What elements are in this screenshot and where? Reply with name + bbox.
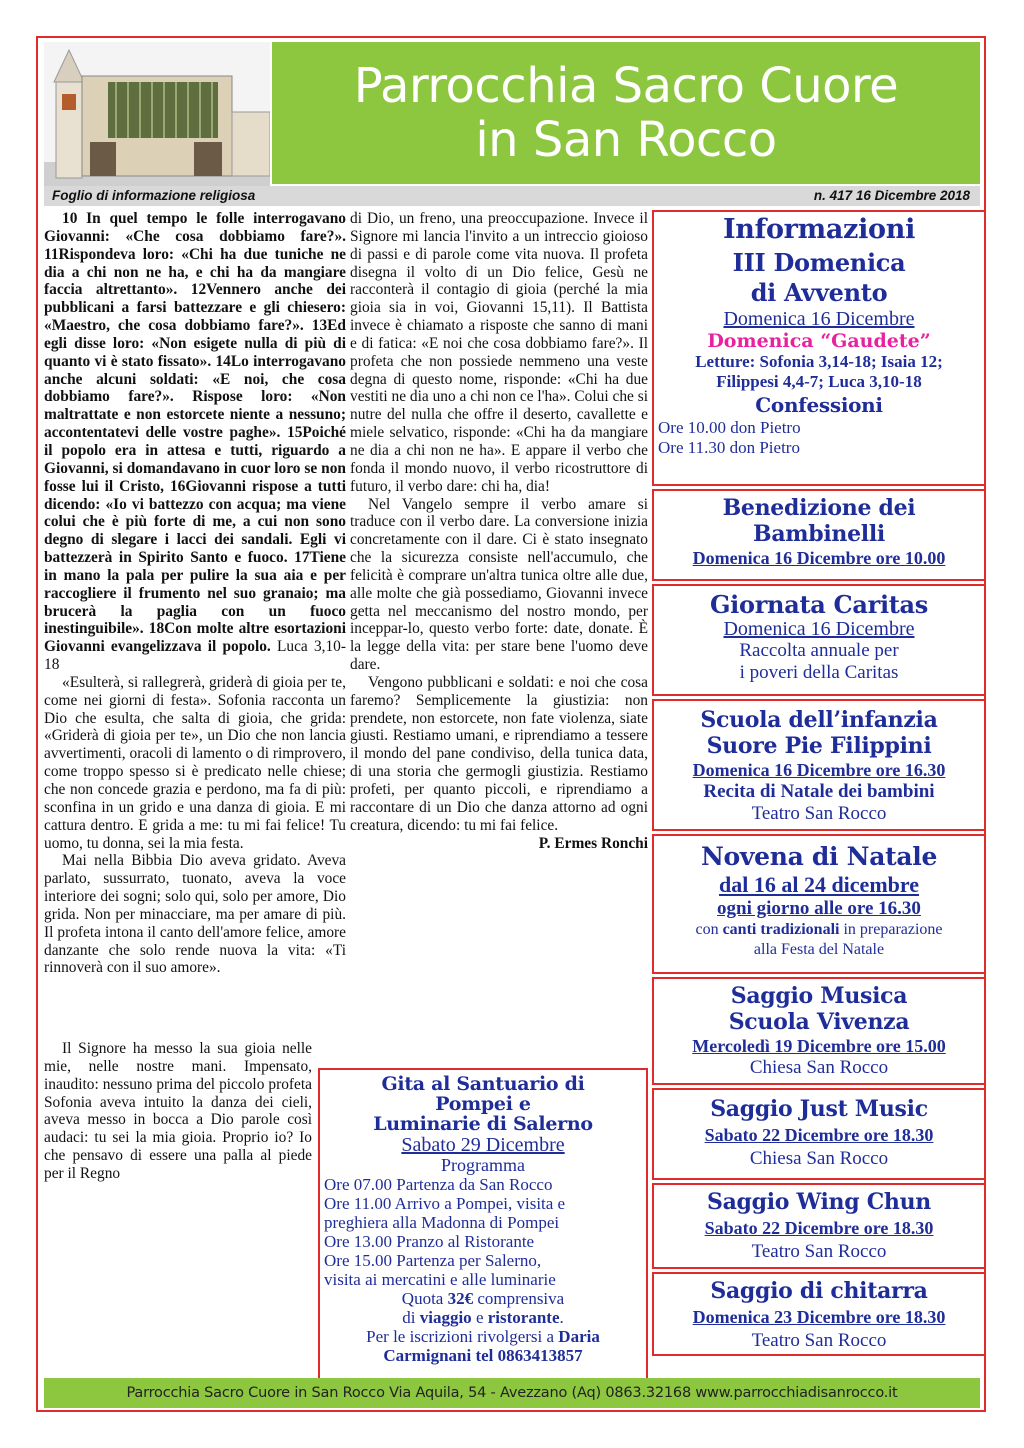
caritas-box xyxy=(652,584,986,696)
comment-paragraph-4: di Dio, un freno, una preoccupazione. Invece il Signore mi lancia l'invito a un intreccio gioioso di passi e di parole come vita nuova. Il profeta disegna il volto di un Dio felice, Gesù ne racconterà il contagio di gioia (perché la mia gioia sia in voi, Giovanni 15,11). Il Battista invece è chiamato a risposte che sanno di mani e di fatica: «E noi che cosa dobbiamo fare?». Il profeta che non possiede nemmeno una veste degna di questo nome, risponde: «Chi ha due vestiti ne dia uno a chi non ce l'ha». Colui che si nutre del nulla che offre il deserto, cavallette e miele selvatico, risponde: «Chi ha da mangiare ne dia a chi non ne ha». E appare il verbo che fonda il mondo nuovo, il verbo ricostruttore di futuro, il verbo dare: chi ha, dia! xyxy=(350,210,648,495)
justmusic-place: Chiesa San Rocco xyxy=(749,1148,889,1169)
signature: P. Ermes Ronchi xyxy=(538,834,648,852)
trip-contact-1: Per le iscrizioni rivolgersi a Daria xyxy=(366,1327,600,1346)
info-sidebar xyxy=(652,210,986,1359)
title-line-2: in San Rocco xyxy=(475,112,777,168)
wingchun-box xyxy=(652,1183,986,1269)
trip-programma: Programma xyxy=(441,1155,525,1175)
masthead-title xyxy=(272,42,980,184)
comment-paragraph-6: Vengono pubblicani e soldati: e noi che cosa faremo? Semplicemente la giustizia: non prendete, non estorcete, non fate violenza, siate giusti. Restiamo umani, e riprendiamo a tessere il mondo del pane condiviso, della tunica data, di una storia che germogli giustizia. Restiamo profeti, per quanto piccoli, e riprendiamo a raccontare di un Dio che danza attorno ad ogni creatura, dicendo: tu mi fai felice. xyxy=(350,673,648,834)
trip-title-2: Pompei e xyxy=(435,1093,531,1115)
bambinelli-box xyxy=(652,489,986,581)
gospel-column xyxy=(44,210,346,977)
guitar-box xyxy=(652,1272,986,1356)
readings-line-1: Letture: Sofonia 3,14-18; Isaia 12; xyxy=(695,352,943,371)
advent-title-1: III Domenica xyxy=(732,248,906,277)
comment-paragraph-5: Nel Vangelo sempre il verbo amare si traduce con il verbo dare. La conversione inizia concretamente con il dare. Ci è stato insegnato che la sicurezza consiste nell'accumulo, che felicità è comprare un'altra tunica oltre alle due, alle molte che già possediamo, Giovanni invece getta nel meccanismo del nostro mondo, per inceppar-lo, questo verbo forte: date, donate. È la legge della vita: per stare bene l'uomo deve dare. xyxy=(350,495,648,674)
trip-contact-2: Carmignani tel 0863413857 xyxy=(383,1346,583,1365)
guitar-date: Domenica 23 Dicembre ore 18.30 xyxy=(692,1307,946,1327)
novena-time: ogni giorno alle ore 16.30 xyxy=(717,898,921,919)
bambinelli-title-1: Benedizione dei xyxy=(722,495,916,521)
bambinelli-title-2: Bambinelli xyxy=(753,521,885,547)
music-box xyxy=(652,977,986,1085)
title-line-1: Parrocchia Sacro Cuore xyxy=(353,58,899,114)
trip-price: Quota 32€ comprensiva xyxy=(401,1289,565,1308)
guitar-place: Teatro San Rocco xyxy=(751,1330,887,1351)
trip-line-5: Ore 15.00 Partenza per Salerno, xyxy=(324,1251,542,1270)
advent-box xyxy=(652,210,986,486)
caritas-title: Giornata Caritas xyxy=(709,590,929,619)
music-place: Chiesa San Rocco xyxy=(749,1057,889,1078)
confession-2: Ore 11.30 don Pietro xyxy=(658,438,800,457)
trip-title-1: Gita al Santuario di xyxy=(381,1073,585,1095)
church-photo xyxy=(44,42,270,198)
music-title-2: Scuola Vivenza xyxy=(728,1009,910,1035)
gaudete-label: Domenica “Gaudete” xyxy=(707,330,931,352)
trip-line-6: visita ai mercatini e alle luminarie xyxy=(324,1270,556,1289)
issue-number-date: n. 417 16 Dicembre 2018 xyxy=(813,188,970,203)
justmusic-box xyxy=(652,1088,986,1180)
church-illustration xyxy=(44,42,270,198)
comment-paragraph-1: «Esulterà, si rallegrerà, griderà di gioia per te, come nei giorni di festa». Sofonia racconta un Dio che esulta, che salta di gioia, che grida: «Griderà di gioia per te», un Dio che non lancia avvertimenti, oracoli di lamento o di rimprovero, come troppo spesso si è predicato nelle chiese; che non concede grazia e perdono, ma fa di più: sconfina in un grido e una danza di gioia. E mi cattura dentro. E grida a me: tu mi fai felice! Tu uomo, tu donna, sei la mia festa. xyxy=(44,673,346,852)
school-title-1: Scuola dell’infanzia xyxy=(700,707,938,733)
school-title-2: Suore Pie Filippini xyxy=(706,733,932,759)
masthead-strip xyxy=(44,186,980,206)
trip-line-1: Ore 07.00 Partenza da San Rocco xyxy=(324,1175,553,1194)
comment-column-2 xyxy=(350,210,648,852)
bambinelli-date: Domenica 16 Dicembre ore 10.00 xyxy=(692,548,946,568)
caritas-date: Domenica 16 Dicembre xyxy=(723,618,915,640)
trip-title-3: Luminarie di Salerno xyxy=(373,1113,593,1135)
wingchun-title: Saggio Wing Chun xyxy=(706,1189,931,1215)
comment-paragraph-3: Il Signore ha messo la sua gioia nelle mie, nelle nostre mani. Impensato, inaudito: nessuno prima del piccolo profeta Sofonia aveva intuito la danza dei cieli, aveva messo in bocca a Dio parole così audaci: tu sei la mia gioia. Proprio io? Io che pensavo di essere una palla al piede per il Regno xyxy=(44,1040,312,1182)
trip-includes: di viaggio e ristorante. xyxy=(402,1308,564,1327)
trip-box xyxy=(318,1068,648,1380)
school-line-1: Recita di Natale dei bambini xyxy=(703,781,935,802)
novena-box xyxy=(652,834,986,974)
trip-date: Sabato 29 Dicembre xyxy=(401,1134,565,1156)
school-date: Domenica 16 Dicembre ore 16.30 xyxy=(692,760,946,780)
school-place: Teatro San Rocco xyxy=(751,803,887,824)
trip-line-3: preghiera alla Madonna di Pompei xyxy=(324,1213,560,1232)
comment-paragraph-2: Mai nella Bibbia Dio aveva gridato. Aveva parlato, sussurrato, tuonato, aveva la voce interiore dei sogni; solo qui, solo per amore, Dio grida. Non per minacciare, ma per amare di più. Il profeta intona il canto dell'amore felice, amore danzante che solo rende nuova la vita: «Ti rinnoverà con il suo amore». xyxy=(44,852,346,977)
subtitle: Foglio di informazione religiosa xyxy=(52,188,256,203)
justmusic-date: Sabato 22 Dicembre ore 18.30 xyxy=(704,1125,934,1145)
wingchun-place: Teatro San Rocco xyxy=(751,1241,887,1262)
music-date: Mercoledì 19 Dicembre ore 15.00 xyxy=(692,1036,946,1056)
info-heading: Informazioni xyxy=(722,214,916,245)
footer: Parrocchia Sacro Cuore in San Rocco Via Aquila, 54 - Avezzano (Aq) 0863.32168 www.parrocchiadisanrocco.it xyxy=(44,1378,980,1408)
trip-line-4: Ore 13.00 Pranzo al Ristorante xyxy=(324,1232,535,1251)
gospel-reference: Luca 3,10-18 xyxy=(44,638,347,674)
trip-line-2: Ore 11.00 Arrivo a Pompei, visita e xyxy=(324,1194,566,1213)
newsletter-page xyxy=(36,36,986,1412)
confession-1: Ore 10.00 don Pietro xyxy=(658,418,801,437)
caritas-line-2: i poveri della Caritas xyxy=(739,662,899,683)
confessions-title: Confessioni xyxy=(755,393,883,417)
advent-title-2: di Avvento xyxy=(750,278,888,307)
advent-date: Domenica 16 Dicembre xyxy=(723,308,915,330)
music-title-1: Saggio Musica xyxy=(730,983,908,1009)
caritas-line-1: Raccolta annuale per xyxy=(739,640,899,661)
novena-line-1: con canti tradizionali in preparazione xyxy=(695,921,943,938)
justmusic-title: Saggio Just Music xyxy=(710,1096,928,1122)
guitar-title: Saggio di chitarra xyxy=(710,1278,928,1304)
school-box xyxy=(652,699,986,831)
wingchun-date: Sabato 22 Dicembre ore 18.30 xyxy=(704,1218,934,1238)
novena-line-2: alla Festa del Natale xyxy=(753,941,885,958)
novena-dates: dal 16 al 24 dicembre xyxy=(718,872,920,897)
novena-title: Novena di Natale xyxy=(700,842,938,871)
gospel-text: 10 In quel tempo le folle interrogavano Giovanni: «Che cosa dobbiamo fare?». 11Rispondeva loro: «Chi ha due tuniche ne dia a chi non ne ha, e chi ha da mangiare faccia altrettanto». 12Vennero anche dei pubblicani a farsi battezzare e gli chiesero: «Maestro, che cosa dobbiamo fare?». 13Ed egli disse loro: «Non esigete nulla di più di quanto vi è stato fissato». 14Lo interrogavano anche alcuni soldati: «E noi, che cosa dobbiamo fare?». Rispose loro: «Non maltrattate e non estorcete niente a nessuno; accontentatevi delle vostre paghe». 15Poiché il popolo era in attesa e tutti, riguardo a Giovanni, si domandavano in cuor loro se non fosse lui il Cristo, 16Giovanni rispose a tutti dicendo: «Io vi battezzo con acqua; ma viene colui che è più forte di me, a cui non sono degno di slegare i lacci dei sandali. Egli vi battezzerà in Spirito Santo e fuoco. 17Tiene in mano la pala per pulire la sua aia e per raccogliere il frumento nel suo granaio; ma brucerà la paglia con un fuoco inestinguibile». 18Con molte altre esortazioni Giovanni evangelizzava il popolo. Luca 3,10-18 xyxy=(44,210,347,674)
readings-line-2: Filippesi 4,4-7; Luca 3,10-18 xyxy=(716,372,922,391)
comment-column-lower xyxy=(44,1040,312,1183)
